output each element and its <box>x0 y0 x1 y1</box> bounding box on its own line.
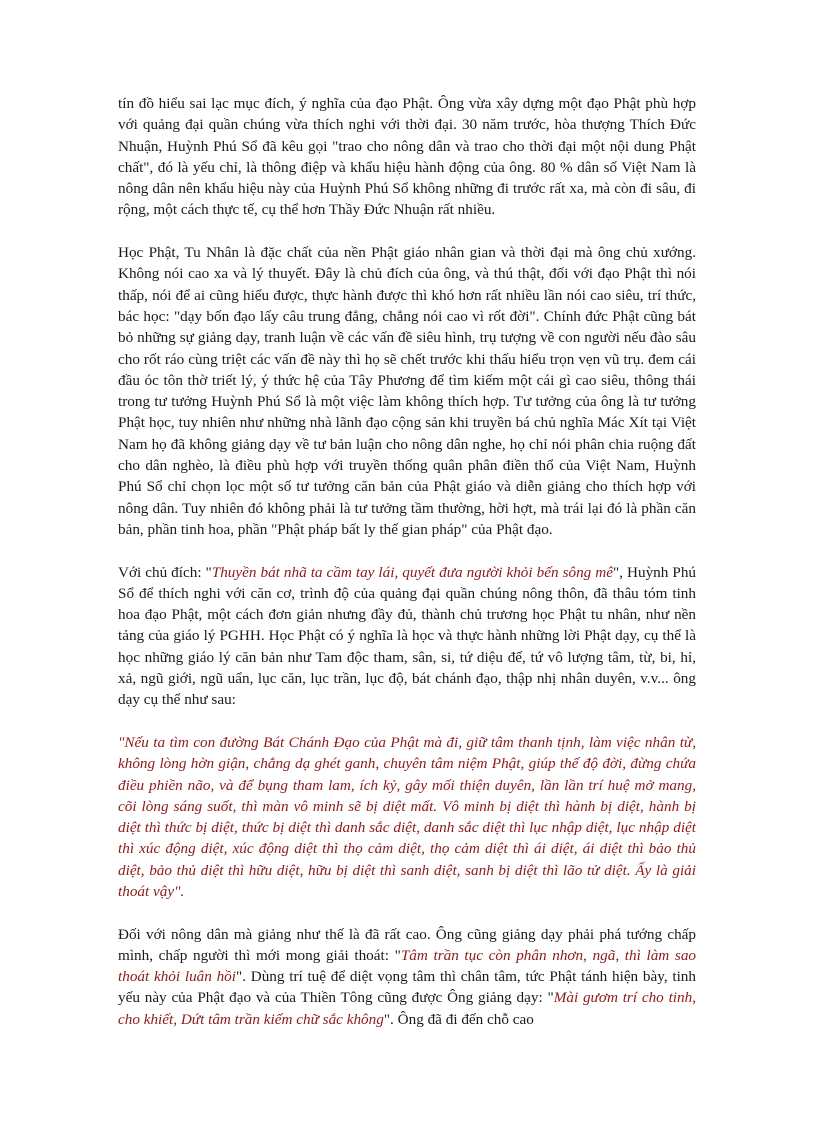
paragraph-1 <box>118 93 696 221</box>
paragraph-4-quote: "Nếu ta tìm con đường Bát Chánh Đạo của Phật mà đi, giữ tâm thanh tịnh, làm việc nhân từ, không lòng hờn giận, chẳng dạ ghét ganh, chuyên tâm niệm Phật, giúp thế độ đời, đừng chứa điều phiền não, và để bụng tham lam, ích kỷ, gây mối thiện duyên, lần lần trí huệ mở mang, cõi lòng sáng suốt, thì màn vô minh sẽ bị diệt mất. Vô minh bị diệt thì hành bị diệt, hành bị diệt thì thức bị diệt, thức bị diệt thì danh sắc diệt, danh sắc diệt thì lục nhập diệt, lục nhập diệt thì xúc động diệt, xúc động diệt thì thọ cảm diệt, thọ cảm diệt thì ái diệt, ái diệt thì bảo thủ diệt, bảo thủ diệt thì hữu diệt, hữu bị diệt thì sanh diệt, sanh bị diệt thì lão tử diệt. Ấy là giải thoát vậy". <box>118 733 696 900</box>
paragraph-3-quote: Thuyền bát nhã ta cầm tay lái, quyết đưa người khỏi bến sông mê <box>211 563 613 581</box>
paragraph-5-tail: ". Ông đã đi đến chỗ cao <box>383 1010 534 1028</box>
paragraph-1-text: tín đồ hiểu sai lạc mục đích, ý nghĩa của đạo Phật. Ông vừa xây dựng một đạo Phật phù hợp với quảng đại quần chúng vừa thích nghi với thời đại. 30 năm trước, hòa thượng Thích Đức Nhuận, Huỳnh Phú Sổ đã kêu gọi "trao cho nông dân và trao cho thời đại một nội dung Phật chất", đó là yếu chỉ, là thông điệp và khẩu hiệu hành động của ông. 80 % dân số Việt Nam là nông dân nên khẩu hiệu này của Huỳnh Phú Sổ không những đi trước rất xa, mà còn đi sâu, đi rộng, một cách thực tế, cụ thể hơn Thầy Đức Nhuận rất nhiều. <box>118 95 696 219</box>
paragraph-2-text: Học Phật, Tu Nhân là đặc chất của nền Phật giáo nhân gian và thời đại mà ông chủ xướng. Không nói cao xa và lý thuyết. Đây là chủ đích của ông, và thú thật, đối với đạo Phật thì nói thấp, nói để ai cũng hiểu được, thực hành được thì khó hơn rất nhiều lần nói cao siêu, trí thức, bác học: "dạy bốn đạo lấy câu trung đẳng, chẳng nói cao vì rốt đời". Chính đức Phật cũng bát bỏ những sự giảng dạy, tranh luận về các vấn đề siêu hình, trụ tượng về con người nếu đào sâu cho rốt ráo cùng triệt các vấn đề này thì họ sẽ chết trước khi thấu hiểu trọn vẹn vũ trụ. đem cái đầu óc tôn thờ triết lý, ý thức hệ của Tây Phương để tìm kiếm một cái gì cao siêu, thông thái trong tư tưởng Huỳnh Phú Sổ là một việc làm không thích hợp. Tư tưởng của ông là tư tưởng Phật học, tuy nhiên như những nhà lãnh đạo cộng sản khi truyền bá chủ nghĩa Mác Xít tại Việt Nam họ đã không giảng dạy về tư bản luận cho nông dân nghe, họ chỉ nói phân chia ruộng đất cho dân nghèo, là điều phù hợp với truyền thống quân phân điền thổ của Việt Nam, Huỳnh Phú Sổ chỉ chọn lọc một số tư tưởng căn bản của Phật giáo và diễn giảng cho thích hợp với nông dân. Tuy nhiên đó không phải là tư tưởng tầm thường, hời hợt, mà trái lại đó là phần căn bản, phần tinh hoa, phần "Phật pháp bất ly thế gian pháp" của Phật đạo. <box>118 244 696 538</box>
paragraph-5-mid: ". Dùng trí tuệ để diệt vọng tâm thì chân tâm, tức Phật tánh hiện bày, tinh yếu này của Phật đạo và của Thiền Tông cũng được Ông giảng dạy: " <box>118 968 696 1007</box>
paragraph-2 <box>118 242 696 540</box>
paragraph-5-quote-1: Tâm trần tục còn phân nhơn, ngã, thì làm sao thoát khỏi luân hồi <box>118 946 697 986</box>
paragraph-4-quote-block <box>118 732 696 902</box>
paragraph-3-lead: Với chủ đích: " <box>118 563 212 581</box>
paragraph-3 <box>118 562 696 711</box>
paragraph-5-quote-2: Mài gươm trí cho tinh, cho khiết, Dứt tâm trần kiếm chữ sắc không <box>118 989 696 1028</box>
paragraph-5 <box>118 924 696 1030</box>
document-body <box>118 93 696 1051</box>
paragraph-3-rest: ", Huỳnh Phú Sổ để thích nghi với căn cơ, trình độ của quảng đại quần chúng nông thôn, đã thâu tóm tinh hoa đạo Phật, một cách đơn giản nhưng đầy đủ, thành chủ trương học Phật tu nhân, như nền tảng của giáo lý PGHH. Học Phật có ý nghĩa là học và thực hành những lời Phật dạy, cụ thể là học những giáo lý căn bản như Tam độc tham, sân, si, tứ diệu đế, tứ vô lượng tâm, từ, bi, hỉ, xả, ngũ giới, ngũ uẩn, lục căn, lục trần, lục độ, bát chánh đạo, thập nhị nhân duyên, v.v... ông dạy cụ thể như sau: <box>118 563 697 709</box>
paragraph-5-lead: Đối với nông dân mà giảng như thế là đã rất cao. Ông cũng giảng dạy phải phá tướng chấp mình, chấp người thì mới mong giải thoát: " <box>118 925 696 964</box>
